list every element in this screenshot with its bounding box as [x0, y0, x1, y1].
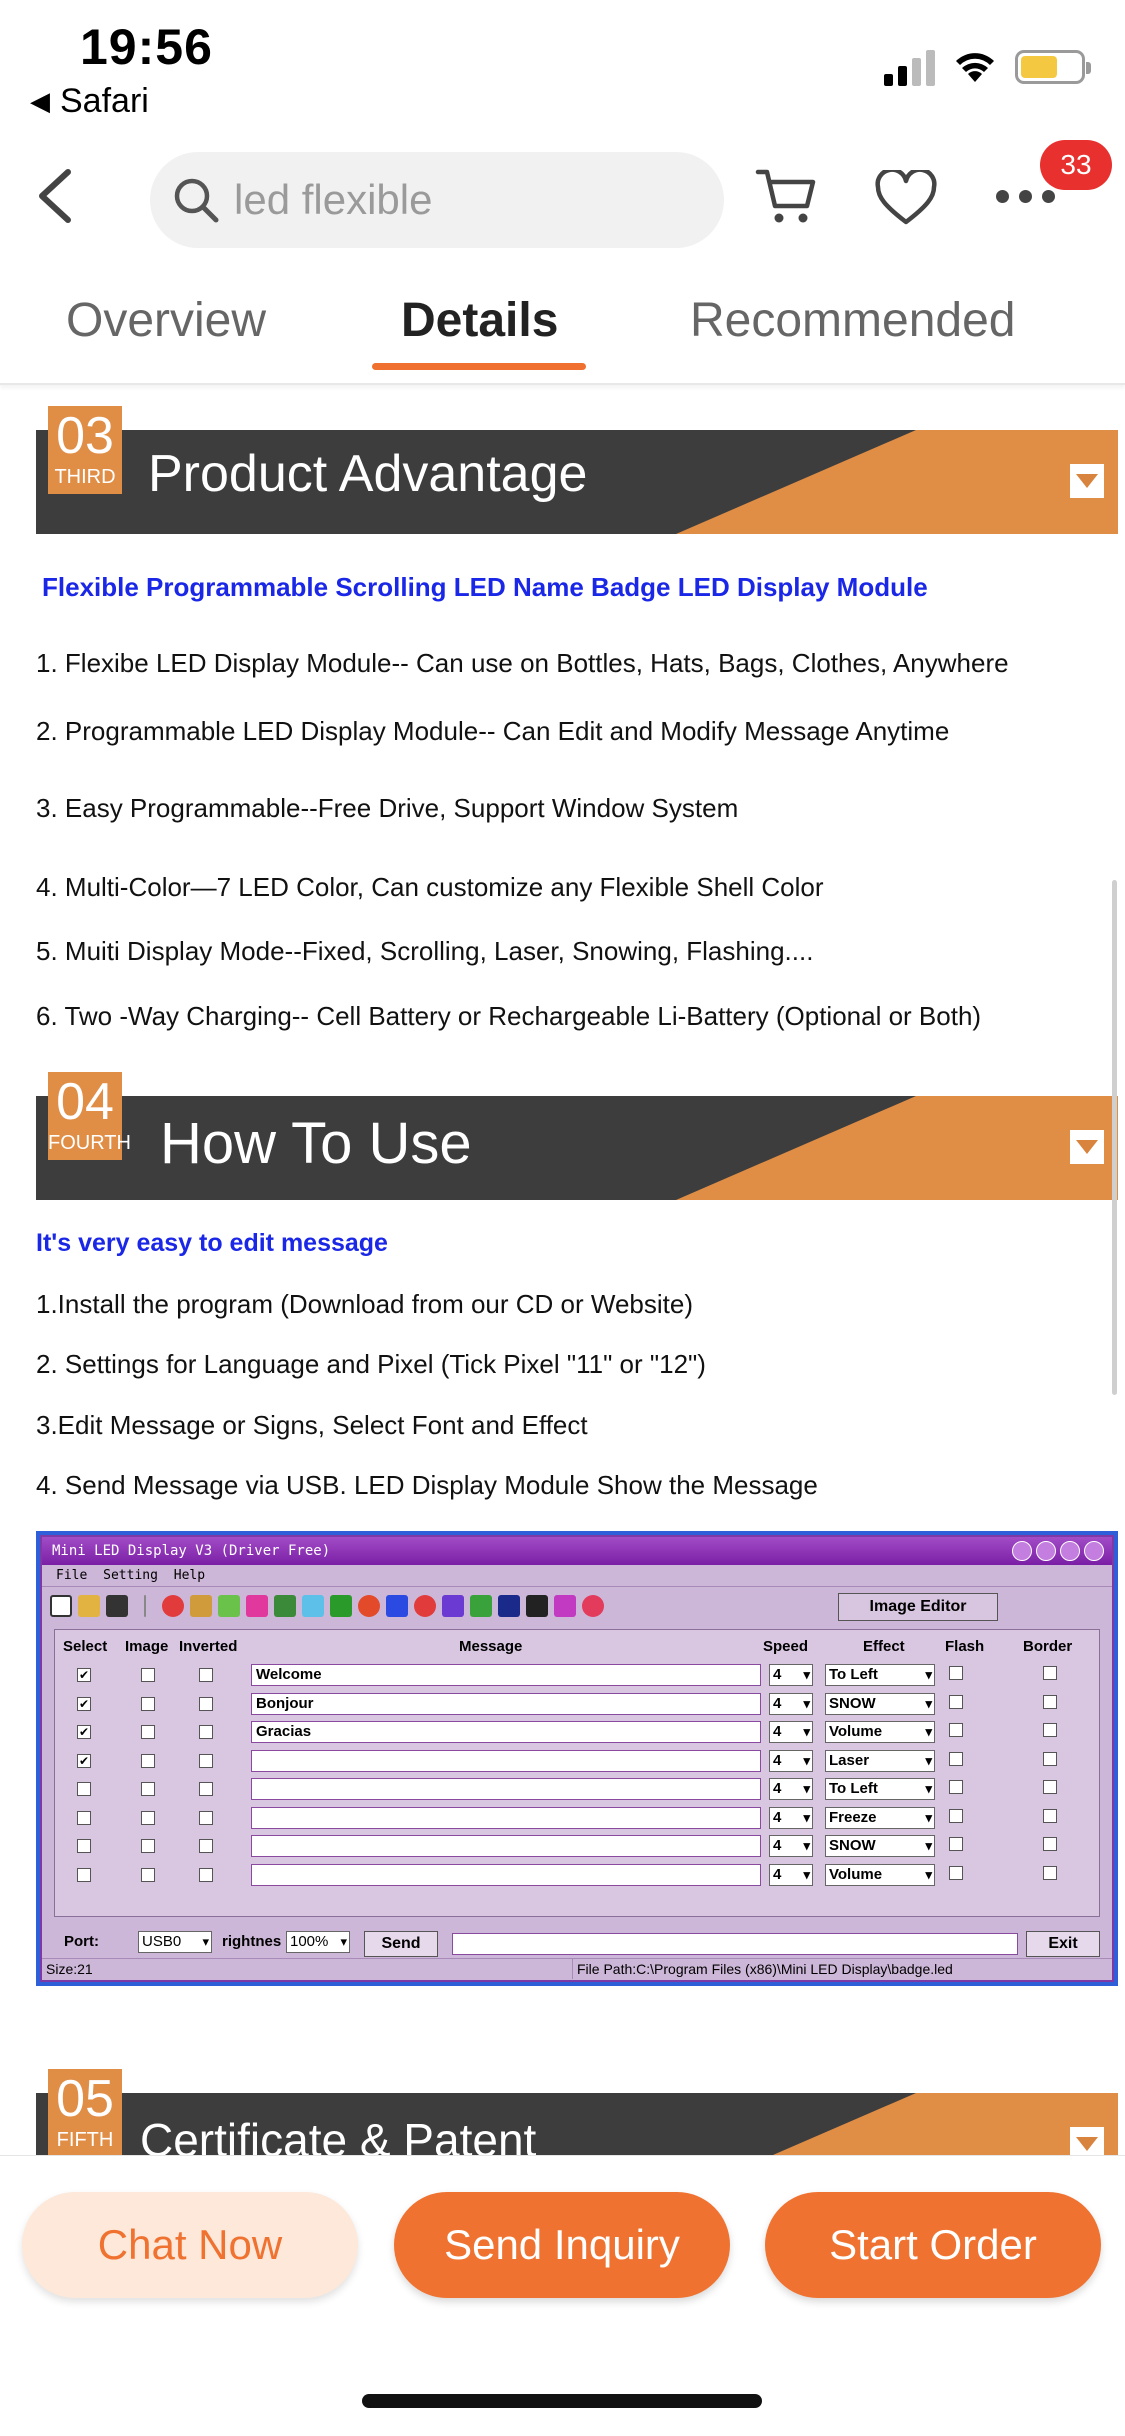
header-flash: Flash	[945, 1638, 985, 1655]
window-buttons	[1012, 1541, 1104, 1561]
advantage-line: 4. Multi-Color—7 LED Color, Can customize any Flexible Shell Color	[36, 872, 824, 902]
section-title: How To Use	[160, 1111, 472, 1176]
message-input	[251, 1778, 761, 1800]
apple-icon	[218, 1595, 240, 1617]
dropdown-arrow-icon[interactable]	[1070, 2127, 1104, 2155]
section-banner-certificate	[36, 2093, 1118, 2155]
inverted-checkbox	[199, 1839, 213, 1853]
border-checkbox	[1043, 1752, 1057, 1766]
inverted-checkbox	[199, 1868, 213, 1882]
software-title: Mini LED Display V3 (Driver Free)	[52, 1543, 331, 1559]
inverted-checkbox	[199, 1811, 213, 1825]
new-file-icon	[50, 1595, 72, 1617]
advantage-line: 2. Programmable LED Display Module-- Can Edit and Modify Message Anytime	[36, 716, 950, 746]
back-triangle-icon: ◀	[30, 86, 50, 116]
progress-field	[452, 1933, 1018, 1955]
image-checkbox	[141, 1754, 155, 1768]
message-input	[251, 1807, 761, 1829]
image-checkbox	[141, 1839, 155, 1853]
howto-line: 3.Edit Message or Signs, Select Font and Effect	[36, 1410, 588, 1440]
brightness-select: 100% ▾	[286, 1931, 350, 1953]
software-screenshot	[36, 1531, 1118, 1986]
chat-icon	[442, 1595, 464, 1617]
monitor-icon	[526, 1595, 548, 1617]
section-title: Product Advantage	[148, 445, 588, 503]
toolbar-divider	[144, 1595, 146, 1617]
brightness-label: rightnes	[222, 1933, 282, 1950]
software-menu	[42, 1565, 1112, 1587]
header-select: Select	[63, 1638, 108, 1655]
flash-checkbox	[949, 1666, 963, 1680]
border-checkbox	[1043, 1780, 1057, 1794]
select-checkbox: ✔	[78, 1753, 90, 1768]
image-checkbox	[141, 1811, 155, 1825]
effect-select: Freeze ▾	[825, 1807, 935, 1829]
speed-select: 4 ▾	[769, 1864, 813, 1886]
speed-select: 4 ▾	[769, 1693, 813, 1715]
dropdown-arrow-icon[interactable]	[1070, 1130, 1104, 1164]
port-select: USB0 ▾	[138, 1931, 212, 1953]
border-checkbox	[1043, 1666, 1057, 1680]
home-indicator[interactable]	[362, 2394, 762, 2408]
top-nav	[0, 140, 1125, 258]
more-options-icon[interactable]	[996, 190, 1055, 203]
effect-select: SNOW ▾	[825, 1835, 935, 1857]
save-icon	[106, 1595, 128, 1617]
software-bottom-controls	[54, 1929, 1100, 1959]
header-image: Image	[125, 1638, 169, 1655]
image-checkbox	[141, 1782, 155, 1796]
flash-checkbox	[949, 1837, 963, 1851]
section-headline: It's very easy to edit message	[36, 1229, 388, 1257]
select-checkbox: ✔	[78, 1668, 90, 1682]
software-titlebar	[42, 1537, 1112, 1565]
speed-select: 4 ▾	[769, 1835, 813, 1857]
dropdown-arrow-icon[interactable]	[1070, 464, 1104, 498]
lightning-icon	[386, 1595, 408, 1617]
path-status: File Path:C:\Program Files (x86)\Mini LED Display\badge.led	[572, 1959, 953, 1979]
select-checkbox	[77, 1868, 91, 1882]
open-folder-icon	[78, 1595, 100, 1617]
sun-icon	[358, 1595, 380, 1617]
advantage-line: 1. Flexibe LED Display Module-- Can use on Bottles, Hats, Bags, Clothes, Anywhere	[36, 648, 1009, 678]
active-tab-indicator	[372, 363, 586, 370]
mail-icon	[302, 1595, 324, 1617]
home-icon	[330, 1595, 352, 1617]
invader-icon	[498, 1595, 520, 1617]
message-input	[251, 1864, 761, 1886]
tab-recommended[interactable]: Recommended	[690, 294, 1016, 347]
section-banner-product-advantage	[36, 430, 1118, 534]
back-app-label: Safari	[60, 82, 149, 120]
status-time: 19:56	[80, 19, 213, 75]
ipod-icon	[554, 1595, 576, 1617]
status-icons	[884, 48, 1085, 86]
advantage-line: 5. Muiti Display Mode--Fixed, Scrolling, Laser, Snowing, Flashing....	[36, 936, 814, 966]
flash-checkbox	[949, 1695, 963, 1709]
favorite-heart-icon[interactable]	[875, 170, 937, 226]
flash-checkbox	[949, 1780, 963, 1794]
message-table	[54, 1629, 1100, 1917]
back-arrow-icon[interactable]	[28, 166, 88, 226]
menu-file: File	[56, 1568, 88, 1583]
heart-small-icon	[582, 1595, 604, 1617]
status-bar	[0, 0, 1125, 140]
border-checkbox	[1043, 1837, 1057, 1851]
smiley-icon	[162, 1595, 184, 1617]
inverted-checkbox	[199, 1725, 213, 1739]
image-editor-button: Image Editor	[838, 1593, 998, 1621]
border-checkbox	[1043, 1866, 1057, 1880]
image-checkbox	[141, 1668, 155, 1682]
speed-select: 4 ▾	[769, 1778, 813, 1800]
search-icon	[172, 176, 220, 224]
image-checkbox	[141, 1868, 155, 1882]
flash-checkbox	[949, 1866, 963, 1880]
scrollbar[interactable]	[1112, 880, 1117, 1395]
section-number: 03 THIRD	[48, 406, 122, 494]
border-checkbox	[1043, 1723, 1057, 1737]
software-toolbar	[42, 1587, 1112, 1625]
message-input: Welcome	[251, 1664, 761, 1686]
image-checkbox	[141, 1697, 155, 1711]
select-checkbox: ✔	[78, 1725, 90, 1739]
speed-select: 4 ▾	[769, 1721, 813, 1743]
select-checkbox: ✔	[78, 1696, 90, 1711]
cellular-signal-icon	[884, 48, 935, 86]
port-label: Port:	[64, 1933, 99, 1950]
advantage-line: 3. Easy Programmable--Free Drive, Support Window System	[36, 793, 739, 823]
select-checkbox	[77, 1782, 91, 1796]
size-status: Size:21	[46, 1961, 93, 1977]
select-checkbox	[77, 1811, 91, 1825]
message-input: Bonjour	[251, 1693, 761, 1715]
flash-checkbox	[949, 1809, 963, 1823]
header-speed: Speed	[763, 1638, 809, 1655]
menu-setting: Setting	[103, 1568, 158, 1583]
message-input	[251, 1835, 761, 1857]
product-details-content	[0, 388, 1125, 2155]
tab-details[interactable]: Details	[401, 294, 559, 347]
wifi-icon	[953, 50, 997, 84]
section-number: 04 FOURTH	[48, 1072, 122, 1160]
howto-line: 4. Send Message via USB. LED Display Module Show the Message	[36, 1470, 818, 1500]
effect-select: SNOW ▾	[825, 1693, 935, 1715]
effect-select: Laser ▾	[825, 1750, 935, 1772]
rewind-icon	[246, 1595, 268, 1617]
section-banner-how-to-use	[36, 1096, 1118, 1200]
effect-select: To Left ▾	[825, 1664, 935, 1686]
speed-select: 4 ▾	[769, 1807, 813, 1829]
howto-line: 1.Install the program (Download from our CD or Website)	[36, 1289, 693, 1319]
advantage-line: 6. Two -Way Charging-- Cell Battery or Rechargeable Li-Battery (Optional or Both)	[36, 1001, 982, 1031]
speed-select: 4 ▾	[769, 1664, 813, 1686]
exit-button: Exit	[1026, 1931, 1100, 1957]
hand-icon	[190, 1595, 212, 1617]
inverted-checkbox	[199, 1697, 213, 1711]
image-checkbox	[141, 1725, 155, 1739]
effect-select: To Left ▾	[825, 1778, 935, 1800]
menu-help: Help	[173, 1568, 206, 1583]
trash-icon	[274, 1595, 296, 1617]
message-count-badge: 33	[1040, 140, 1112, 190]
inverted-checkbox	[199, 1754, 213, 1768]
howto-line: 2. Settings for Language and Pixel (Tick Pixel "11" or "12")	[36, 1349, 706, 1379]
chat-now-button[interactable]: Chat Now	[22, 2192, 358, 2298]
start-order-button[interactable]: Start Order	[765, 2192, 1101, 2298]
cart-small-icon	[470, 1595, 492, 1617]
effect-select: Volume ▾	[825, 1721, 935, 1743]
border-checkbox	[1043, 1695, 1057, 1709]
flash-checkbox	[949, 1752, 963, 1766]
speed-select: 4 ▾	[769, 1750, 813, 1772]
search-bar[interactable]	[150, 152, 724, 248]
message-input	[251, 1750, 761, 1772]
border-checkbox	[1043, 1809, 1057, 1823]
flash-checkbox	[949, 1723, 963, 1737]
back-to-app-link[interactable]	[30, 82, 149, 121]
tab-overview[interactable]: Overview	[66, 294, 267, 347]
header-message: Message	[459, 1638, 523, 1655]
header-inverted: Inverted	[179, 1638, 238, 1655]
section-number: 05 FIFTH	[48, 2069, 122, 2155]
battery-icon	[1015, 50, 1085, 84]
header-effect: Effect	[863, 1638, 905, 1655]
software-status-bar	[42, 1958, 1112, 1980]
header-border: Border	[1023, 1638, 1073, 1655]
section-title: Certificate & Patent	[140, 2114, 537, 2155]
message-input: Gracias	[251, 1721, 761, 1743]
effect-select: Volume ▾	[825, 1864, 935, 1886]
send-inquiry-button[interactable]: Send Inquiry	[394, 2192, 730, 2298]
search-input[interactable]: led flexible	[234, 176, 433, 223]
inverted-checkbox	[199, 1782, 213, 1796]
send-button: Send	[364, 1931, 438, 1957]
detail-tabs	[0, 275, 1125, 385]
select-checkbox	[77, 1839, 91, 1853]
clock-icon	[414, 1595, 436, 1617]
inverted-checkbox	[199, 1668, 213, 1682]
section-headline: Flexible Programmable Scrolling LED Name Badge LED Display Module	[42, 572, 928, 602]
cart-icon[interactable]	[755, 166, 819, 226]
